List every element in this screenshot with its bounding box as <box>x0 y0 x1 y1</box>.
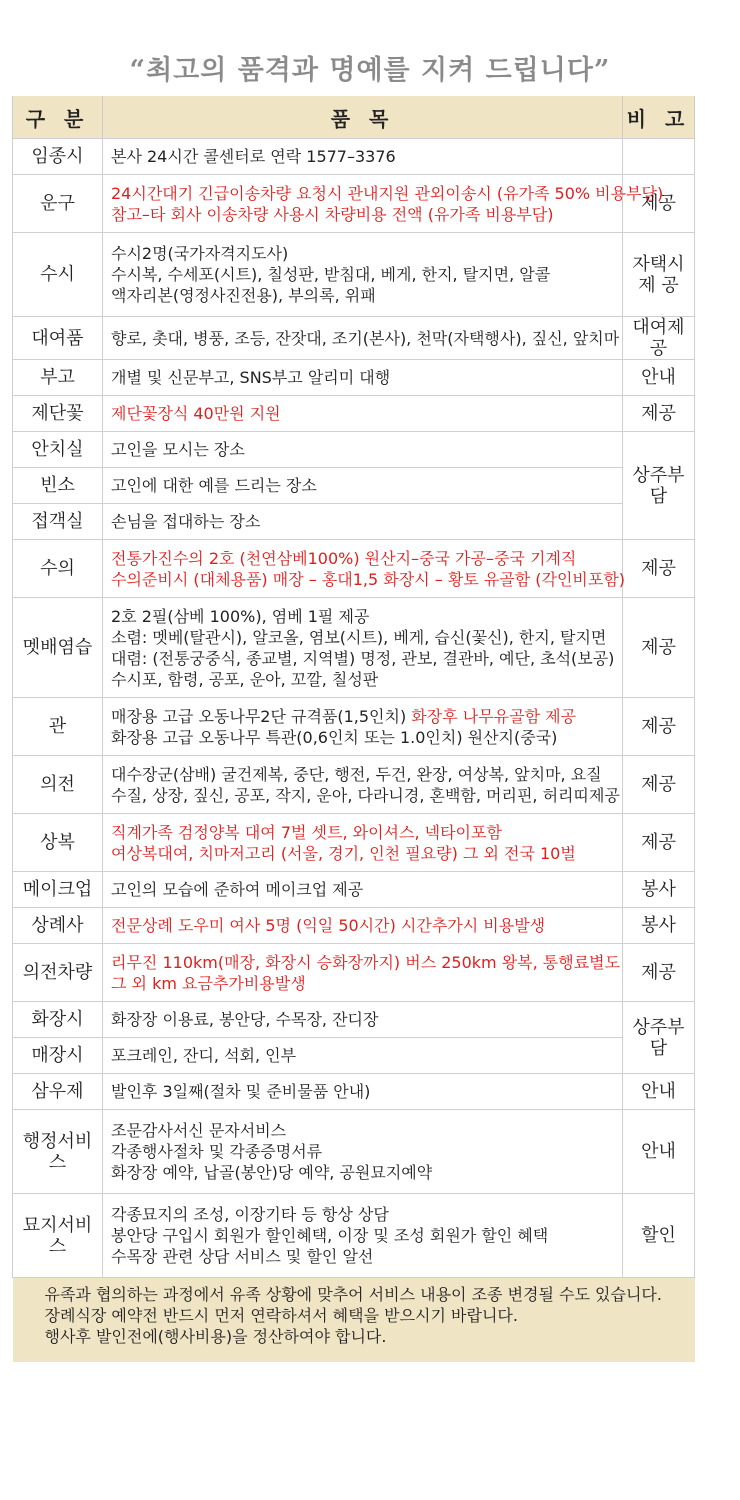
item-line <box>111 648 614 669</box>
item-text: 여상복대여, 치마저고리 (서울, 경기, 인천 필요량) 그 외 전국 10벌 <box>111 843 576 863</box>
row-note: 봉사 <box>623 908 695 944</box>
item-text: 수시포, 함령, 공포, 운아, 꼬깔, 칠성판 <box>111 669 379 689</box>
item-text: 직계가족 검정양복 대여 7벌 셋트, 와이셔스, 넥타이포함 <box>111 822 502 842</box>
item-text: 수의준비시 (대체용품) 매장 – 홍대1,5 화장시 – 황토 유골함 (각인비포함) <box>111 569 626 589</box>
item-line <box>111 1204 614 1225</box>
row-category: 매장시 <box>13 1038 103 1074</box>
row-category: 운구 <box>13 175 103 233</box>
item-line <box>111 973 614 994</box>
row-category: 접객실 <box>13 504 103 540</box>
row-note: 상주부담 <box>623 432 695 540</box>
row-note: 제공 <box>623 396 695 432</box>
table-row <box>13 468 695 504</box>
item-line <box>111 879 614 900</box>
row-item <box>103 317 623 360</box>
row-note: 제공 <box>623 175 695 233</box>
table-row <box>13 944 695 1002</box>
row-note <box>623 233 695 317</box>
item-text: 그 외 km 요금추가비용발생 <box>111 973 306 993</box>
row-category: 대여품 <box>13 317 103 360</box>
header-category: 구 분 <box>13 96 103 139</box>
item-text: 매장용 고급 오동나무2단 규격품(1,5인치) <box>111 706 412 726</box>
row-item <box>103 944 623 1002</box>
table-row <box>13 432 695 468</box>
table-row <box>13 175 695 233</box>
row-item <box>103 1038 623 1074</box>
item-text: 향로, 촛대, 병풍, 조등, 잔잣대, 조기(본사), 천막(자택행사), 짚신, 앞치마 <box>111 328 620 348</box>
table-row <box>13 698 695 756</box>
item-text: 각종묘지의 조성, 이장기타 등 항상 상담 <box>111 1205 389 1224</box>
item-line <box>111 475 614 496</box>
table-row <box>13 233 695 317</box>
header-note: 비 고 <box>623 96 695 139</box>
row-category: 수의 <box>13 540 103 598</box>
item-text: 수시2명(국가자격지도사) <box>111 244 289 263</box>
row-item <box>103 540 626 598</box>
item-line <box>111 204 614 225</box>
note-line: 자택시 <box>632 253 685 275</box>
item-text: 전통가진수의 2호 (천연삼베100%) 원산지–중국 가공–중국 기계직 <box>111 548 577 568</box>
item-text: 화장용 고급 오동나무 특관(0,6인치 또는 1.0인치) 원산지(중국) <box>111 727 558 747</box>
item-line <box>111 915 614 936</box>
row-note: 대여제공 <box>623 317 695 360</box>
item-line <box>111 1246 614 1267</box>
item-text: 전문상례 도우미 여사 5명 (익일 50시간) 시간추가시 비용발생 <box>111 916 546 935</box>
table-row <box>13 814 695 872</box>
item-text: 수질, 상장, 짚신, 공포, 작지, 운아, 다라니경, 혼백함, 머리핀, 허리띠제공 <box>111 785 620 805</box>
table-row <box>13 1002 695 1038</box>
table-row <box>13 360 695 396</box>
row-item <box>103 360 623 396</box>
item-text: 고인의 모습에 준하여 메이크업 제공 <box>111 880 364 899</box>
row-note: 안내 <box>623 1110 695 1194</box>
item-line <box>111 669 614 690</box>
row-note: 제공 <box>623 698 695 756</box>
service-table <box>12 96 695 1362</box>
item-text: 손님을 접대하는 장소 <box>111 512 261 531</box>
footer-line: 행사후 발인전에(행사비용)을 정산하여야 합니다. <box>44 1327 387 1346</box>
item-text: 수시복, 수세포(시트), 칠성판, 받침대, 베게, 한지, 탈지면, 알콜 <box>111 265 551 284</box>
table-row <box>13 396 695 432</box>
row-note: 제공 <box>623 598 695 698</box>
item-line <box>111 183 664 204</box>
item-text: 참고–타 회사 이송차량 사용시 차량비용 전액 (유가족 비용부담) <box>111 204 554 224</box>
row-item <box>103 233 623 317</box>
item-line <box>111 706 614 727</box>
item-text: 발인후 3일째(절차 및 준비물품 안내) <box>111 1082 371 1101</box>
row-note: 안내 <box>623 360 695 396</box>
item-line <box>111 727 614 748</box>
row-category: 관 <box>13 698 103 756</box>
item-line <box>111 952 621 973</box>
item-text: 본사 24시간 콜센터로 연락 1577–3376 <box>111 147 396 166</box>
item-line <box>111 569 626 590</box>
row-item <box>103 468 623 504</box>
footer-notes <box>13 1278 695 1363</box>
item-line <box>111 785 620 806</box>
item-text: 대렴: (전통궁중식, 종교별, 지역별) 명정, 관보, 결관바, 예단, 초석(보공) <box>111 648 615 668</box>
row-item <box>103 504 623 540</box>
row-category: 안치실 <box>13 432 103 468</box>
page-title: “최고의 품격과 명예를 지켜 드립니다” <box>129 55 611 86</box>
table-row <box>13 139 695 175</box>
row-category: 제단꽃 <box>13 396 103 432</box>
item-text: 대수장군(삼배) 굴건제복, 중단, 행전, 두건, 완장, 여상복, 앞치마, 요질 <box>111 764 602 784</box>
item-text: 고인에 대한 예를 드리는 장소 <box>111 476 317 495</box>
table-row <box>13 1194 695 1278</box>
table-row <box>13 540 695 598</box>
item-line <box>111 439 614 460</box>
row-item <box>103 1110 623 1194</box>
table-row <box>13 756 695 814</box>
row-note: 봉사 <box>623 872 695 908</box>
row-item <box>103 698 623 756</box>
item-line <box>111 264 614 285</box>
row-note: 할인 <box>623 1194 695 1278</box>
table-row <box>13 504 695 540</box>
item-line <box>111 627 614 648</box>
item-line <box>111 1225 614 1246</box>
table-row <box>13 908 695 944</box>
item-line <box>111 285 614 306</box>
item-line <box>111 1141 614 1162</box>
table-header <box>13 96 695 139</box>
item-line <box>111 367 614 388</box>
row-category: 빈소 <box>13 468 103 504</box>
row-category: 부고 <box>13 360 103 396</box>
item-line <box>111 764 614 785</box>
item-text: 제단꽃장식 40만원 지원 <box>111 404 281 423</box>
item-text-highlight: 화장후 나무유골함 제공 <box>411 706 577 726</box>
note-line: 제 공 <box>638 274 679 296</box>
row-category: 행정서비스 <box>13 1110 103 1194</box>
row-note: 제공 <box>623 944 695 1002</box>
table-row <box>13 1038 695 1074</box>
row-category: 삼우제 <box>13 1074 103 1110</box>
item-line <box>111 1045 614 1066</box>
row-note: 안내 <box>623 1074 695 1110</box>
row-note: 제공 <box>623 540 695 598</box>
item-text: 액자리본(영정사진전용), 부의록, 위패 <box>111 286 376 305</box>
row-item <box>103 908 623 944</box>
item-text: 개별 및 신문부고, SNS부고 알리미 대행 <box>111 368 391 387</box>
footer-line: 유족과 협의하는 과정에서 유족 상황에 맞추어 서비스 내용이 조종 변경될 수도 있습니다. <box>44 1285 662 1304</box>
row-note <box>623 139 695 175</box>
table-row <box>13 598 695 698</box>
item-text: 화장장 이용료, 봉안당, 수목장, 잔디장 <box>111 1010 379 1029</box>
item-text: 각종행사절차 및 각종증명서류 <box>111 1142 323 1161</box>
item-text: 포크레인, 잔디, 석회, 인부 <box>111 1046 297 1065</box>
row-note: 제공 <box>623 814 695 872</box>
table-row <box>13 1110 695 1194</box>
item-text: 봉안당 구입시 회원가 할인혜택, 이장 및 조성 회원가 할인 혜택 <box>111 1226 549 1245</box>
item-line <box>111 1009 614 1030</box>
table-body <box>13 139 695 1278</box>
table-row <box>13 872 695 908</box>
item-text: 24시간대기 긴급이송차량 요청시 관내지원 관외이송시 (유가족 50% 비용부담) <box>111 183 664 203</box>
item-text: 조문감사서신 문자서비스 <box>111 1121 287 1140</box>
row-item <box>103 1194 623 1278</box>
item-text: 수목장 관련 상담 서비스 및 할인 알선 <box>111 1247 374 1266</box>
item-line <box>111 146 614 167</box>
row-category: 수시 <box>13 233 103 317</box>
item-text: 소렴: 멧베(탈관시), 알코올, 염보(시트), 베게, 습신(꽃신), 한지, 탈지면 <box>111 627 607 647</box>
row-category: 의전 <box>13 756 103 814</box>
header-item: 품 목 <box>103 96 623 139</box>
row-category: 화장시 <box>13 1002 103 1038</box>
item-line <box>111 1120 614 1141</box>
row-item <box>103 814 623 872</box>
table-row <box>13 1074 695 1110</box>
row-category: 멧배염습 <box>13 598 103 698</box>
item-line <box>111 606 614 627</box>
item-line <box>111 1081 614 1102</box>
item-line <box>111 1162 614 1183</box>
item-line <box>111 328 620 349</box>
item-line <box>111 822 614 843</box>
row-item <box>103 396 623 432</box>
row-category: 상복 <box>13 814 103 872</box>
item-text: 화장장 예약, 납골(봉안)당 예약, 공원묘지예약 <box>111 1163 433 1182</box>
footer-line: 장례식장 예약전 반드시 먼저 연락하셔서 혜택을 받으시기 바랍니다. <box>44 1306 518 1325</box>
row-category: 상례사 <box>13 908 103 944</box>
item-line <box>111 548 614 569</box>
row-item <box>103 139 623 175</box>
item-line <box>111 511 614 532</box>
item-text: 리무진 110km(매장, 화장시 승화장까지) 버스 250km 왕복, 통행료별도 <box>111 952 621 972</box>
row-category: 임종시 <box>13 139 103 175</box>
item-text: 고인을 모시는 장소 <box>111 440 245 459</box>
row-category: 메이크업 <box>13 872 103 908</box>
row-item <box>103 432 623 468</box>
item-line <box>111 403 614 424</box>
row-note: 상주부담 <box>623 1002 695 1074</box>
table-row <box>13 317 695 360</box>
row-item <box>103 756 623 814</box>
item-line <box>111 843 614 864</box>
item-text: 2호 2필(삼베 100%), 염베 1필 제공 <box>111 606 370 626</box>
item-line <box>111 243 614 264</box>
row-item <box>103 598 623 698</box>
row-note: 제공 <box>623 756 695 814</box>
footer-row <box>13 1278 695 1363</box>
row-category: 묘지서비스 <box>13 1194 103 1278</box>
row-item <box>103 1002 623 1038</box>
row-category: 의전차량 <box>13 944 103 1002</box>
row-item <box>103 872 623 908</box>
row-item <box>103 1074 623 1110</box>
